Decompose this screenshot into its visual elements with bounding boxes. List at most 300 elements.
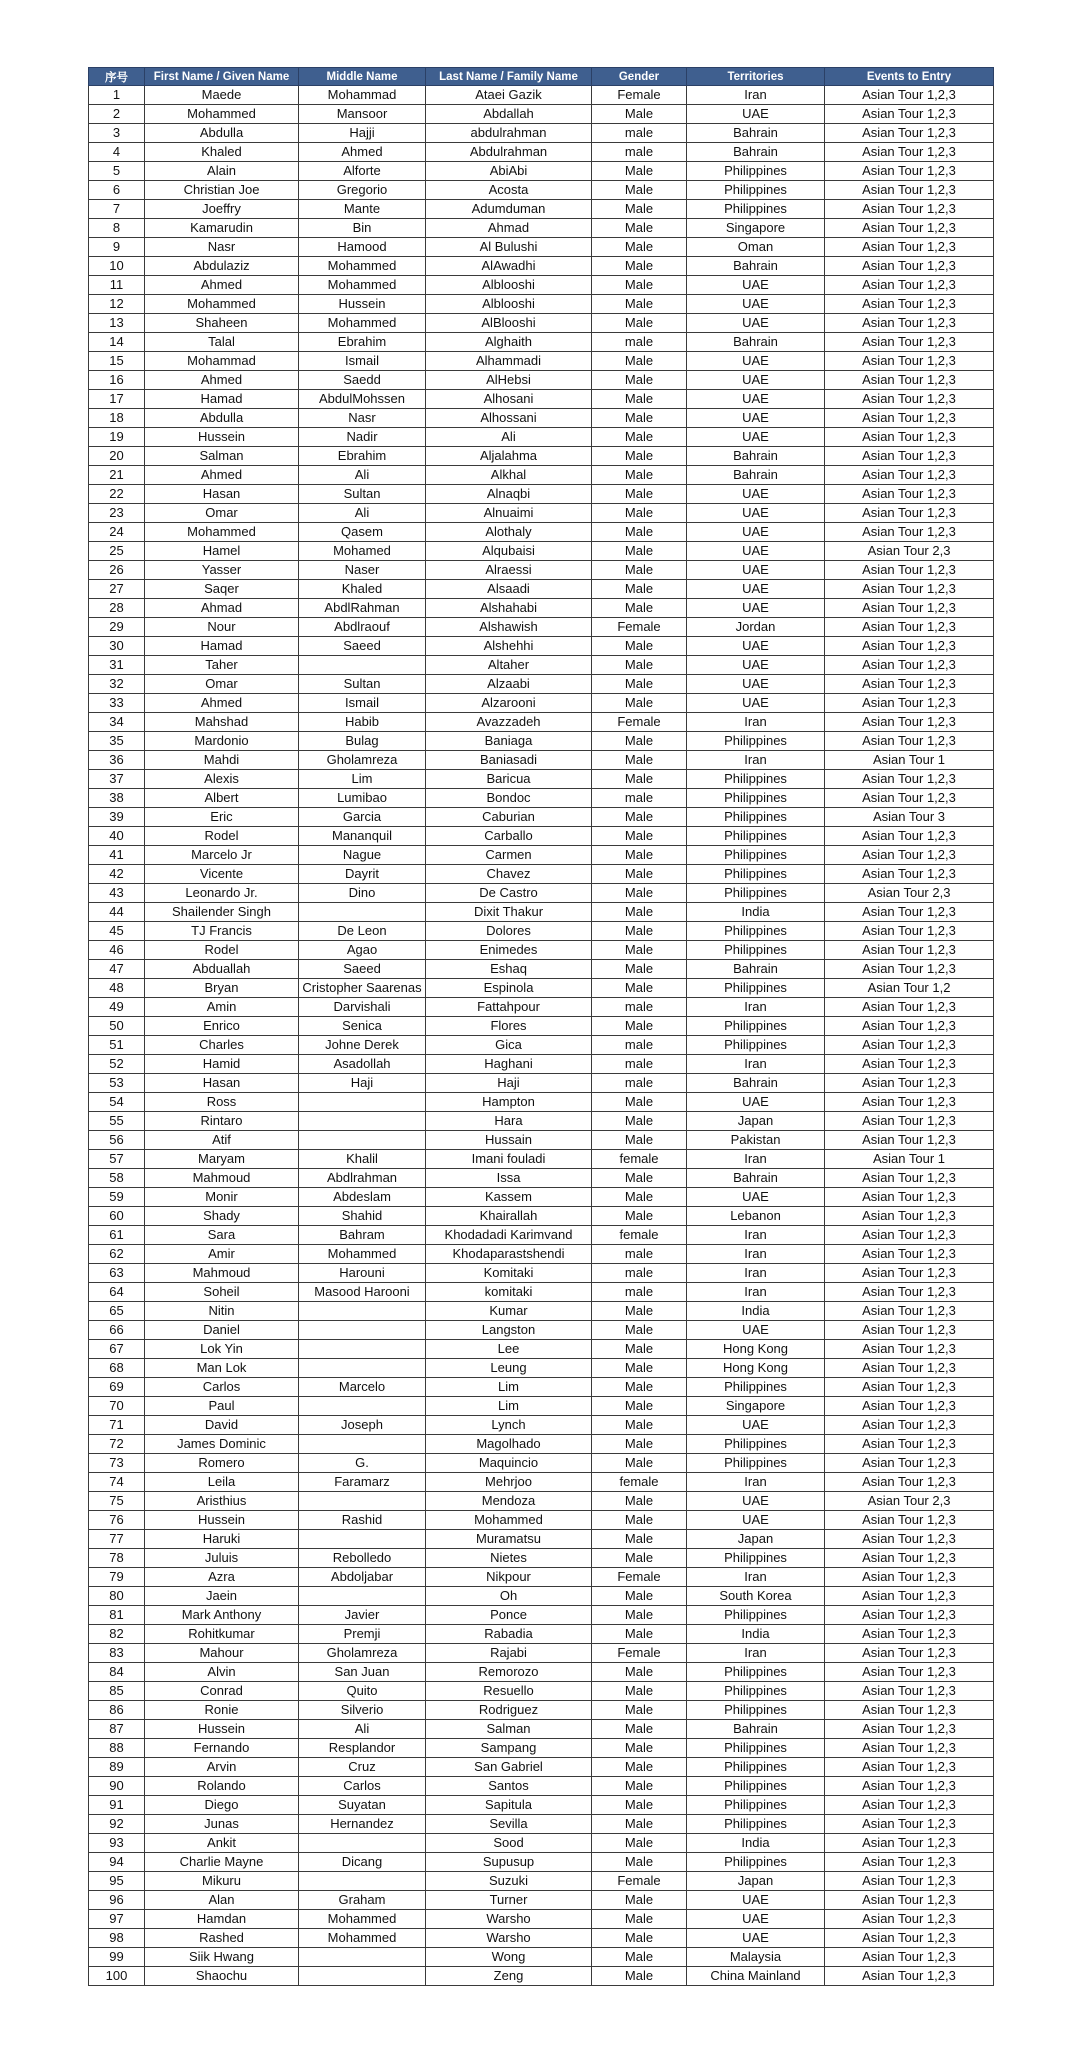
cell-gender: male	[592, 143, 687, 162]
cell-last-name: Altaher	[426, 656, 592, 675]
cell-territory: UAE	[687, 1929, 825, 1948]
cell-first-name: Carlos	[145, 1378, 299, 1397]
cell-index: 79	[89, 1568, 145, 1587]
cell-middle-name	[299, 1948, 426, 1967]
cell-territory: Bahrain	[687, 466, 825, 485]
cell-last-name: Haji	[426, 1074, 592, 1093]
table-row	[89, 181, 994, 200]
cell-territory: Jordan	[687, 618, 825, 637]
cell-first-name: Mark Anthony	[145, 1606, 299, 1625]
cell-index: 82	[89, 1625, 145, 1644]
cell-gender: Male	[592, 580, 687, 599]
table-row	[89, 1606, 994, 1625]
cell-first-name: Ronie	[145, 1701, 299, 1720]
cell-gender: Male	[592, 1511, 687, 1530]
cell-first-name: Mahour	[145, 1644, 299, 1663]
cell-first-name: Ahmed	[145, 276, 299, 295]
cell-first-name: Omar	[145, 675, 299, 694]
cell-gender: Male	[592, 1340, 687, 1359]
cell-gender: Male	[592, 865, 687, 884]
cell-last-name: AbiAbi	[426, 162, 592, 181]
cell-gender: Male	[592, 276, 687, 295]
cell-middle-name: Marcelo	[299, 1378, 426, 1397]
table-row	[89, 1036, 994, 1055]
cell-gender: Male	[592, 1492, 687, 1511]
cell-gender: Male	[592, 1777, 687, 1796]
cell-last-name: De Castro	[426, 884, 592, 903]
cell-first-name: Abdulla	[145, 124, 299, 143]
cell-first-name: Enrico	[145, 1017, 299, 1036]
cell-territory: Philippines	[687, 1815, 825, 1834]
cell-events: Asian Tour 1,2,3	[825, 257, 994, 276]
table-row	[89, 1891, 994, 1910]
cell-last-name: Abdulrahman	[426, 143, 592, 162]
cell-territory: Philippines	[687, 1606, 825, 1625]
cell-gender: Female	[592, 1644, 687, 1663]
table-row	[89, 1663, 994, 1682]
cell-index: 11	[89, 276, 145, 295]
cell-last-name: Alhossani	[426, 409, 592, 428]
cell-territory: Lebanon	[687, 1207, 825, 1226]
cell-index: 9	[89, 238, 145, 257]
cell-index: 2	[89, 105, 145, 124]
cell-last-name: Bondoc	[426, 789, 592, 808]
cell-middle-name: Masood Harooni	[299, 1283, 426, 1302]
cell-first-name: Christian Joe	[145, 181, 299, 200]
table-row	[89, 1017, 994, 1036]
cell-territory: Japan	[687, 1872, 825, 1891]
table-row	[89, 1967, 994, 1986]
cell-first-name: Hussein	[145, 428, 299, 447]
cell-last-name: Ali	[426, 428, 592, 447]
cell-gender: female	[592, 1473, 687, 1492]
table-row	[89, 751, 994, 770]
cell-territory: Philippines	[687, 1454, 825, 1473]
cell-index: 46	[89, 941, 145, 960]
cell-index: 52	[89, 1055, 145, 1074]
cell-territory: UAE	[687, 409, 825, 428]
cell-index: 63	[89, 1264, 145, 1283]
cell-first-name: Hussein	[145, 1720, 299, 1739]
cell-index: 81	[89, 1606, 145, 1625]
cell-index: 19	[89, 428, 145, 447]
cell-index: 32	[89, 675, 145, 694]
cell-territory: UAE	[687, 561, 825, 580]
cell-index: 28	[89, 599, 145, 618]
cell-index: 29	[89, 618, 145, 637]
table-row	[89, 922, 994, 941]
cell-gender: Male	[592, 1815, 687, 1834]
table-row	[89, 1758, 994, 1777]
cell-index: 26	[89, 561, 145, 580]
cell-gender: Male	[592, 656, 687, 675]
cell-events: Asian Tour 1,2,3	[825, 1397, 994, 1416]
cell-index: 54	[89, 1093, 145, 1112]
table-row	[89, 941, 994, 960]
cell-middle-name: Bin	[299, 219, 426, 238]
cell-index: 89	[89, 1758, 145, 1777]
cell-last-name: Kumar	[426, 1302, 592, 1321]
table-row	[89, 637, 994, 656]
cell-gender: Male	[592, 1112, 687, 1131]
cell-index: 64	[89, 1283, 145, 1302]
cell-last-name: Sampang	[426, 1739, 592, 1758]
table-row	[89, 1682, 994, 1701]
cell-territory: Philippines	[687, 922, 825, 941]
cell-middle-name: Javier	[299, 1606, 426, 1625]
table-row	[89, 1492, 994, 1511]
table-row	[89, 1131, 994, 1150]
table-row	[89, 390, 994, 409]
cell-last-name: Alnaqbi	[426, 485, 592, 504]
cell-gender: Male	[592, 675, 687, 694]
cell-territory: Iran	[687, 1245, 825, 1264]
cell-last-name: Mohammed	[426, 1511, 592, 1530]
cell-last-name: Dolores	[426, 922, 592, 941]
cell-first-name: Diego	[145, 1796, 299, 1815]
table-row	[89, 1739, 994, 1758]
cell-territory: Malaysia	[687, 1948, 825, 1967]
cell-index: 71	[89, 1416, 145, 1435]
cell-events: Asian Tour 1,2,3	[825, 466, 994, 485]
cell-last-name: Khodaparastshendi	[426, 1245, 592, 1264]
cell-middle-name: Nague	[299, 846, 426, 865]
cell-territory: Bahrain	[687, 1169, 825, 1188]
cell-index: 21	[89, 466, 145, 485]
cell-last-name: Sevilla	[426, 1815, 592, 1834]
cell-middle-name	[299, 1492, 426, 1511]
cell-middle-name	[299, 1302, 426, 1321]
cell-gender: Male	[592, 295, 687, 314]
cell-events: Asian Tour 1,2,3	[825, 333, 994, 352]
cell-last-name: AlHebsi	[426, 371, 592, 390]
cell-territory: UAE	[687, 352, 825, 371]
cell-gender: Male	[592, 1302, 687, 1321]
cell-events: Asian Tour 1,2,3	[825, 200, 994, 219]
cell-first-name: Mohammad	[145, 352, 299, 371]
cell-gender: Male	[592, 1207, 687, 1226]
cell-gender: Male	[592, 770, 687, 789]
cell-gender: Male	[592, 884, 687, 903]
cell-first-name: Daniel	[145, 1321, 299, 1340]
cell-last-name: Alqubaisi	[426, 542, 592, 561]
cell-middle-name: Senica	[299, 1017, 426, 1036]
cell-index: 12	[89, 295, 145, 314]
cell-events: Asian Tour 1,2,3	[825, 1644, 994, 1663]
cell-last-name: Mendoza	[426, 1492, 592, 1511]
cell-middle-name: Abdeslam	[299, 1188, 426, 1207]
cell-index: 93	[89, 1834, 145, 1853]
cell-gender: Male	[592, 542, 687, 561]
cell-first-name: Jaein	[145, 1587, 299, 1606]
cell-territory: Iran	[687, 1644, 825, 1663]
cell-index: 78	[89, 1549, 145, 1568]
cell-index: 95	[89, 1872, 145, 1891]
cell-index: 10	[89, 257, 145, 276]
cell-events: Asian Tour 1,2,3	[825, 1074, 994, 1093]
cell-events: Asian Tour 1,2,3	[825, 770, 994, 789]
cell-first-name: Hamdan	[145, 1910, 299, 1929]
cell-last-name: Sapitula	[426, 1796, 592, 1815]
cell-last-name: Alhammadi	[426, 352, 592, 371]
cell-index: 53	[89, 1074, 145, 1093]
cell-last-name: Komitaki	[426, 1264, 592, 1283]
cell-index: 15	[89, 352, 145, 371]
cell-territory: UAE	[687, 1321, 825, 1340]
cell-middle-name: Harouni	[299, 1264, 426, 1283]
cell-events: Asian Tour 1,2,3	[825, 1226, 994, 1245]
cell-middle-name: Mohammed	[299, 1910, 426, 1929]
cell-index: 94	[89, 1853, 145, 1872]
cell-middle-name: Silverio	[299, 1701, 426, 1720]
cell-territory: Iran	[687, 1283, 825, 1302]
cell-first-name: Rintaro	[145, 1112, 299, 1131]
cell-first-name: Arvin	[145, 1758, 299, 1777]
cell-territory: Bahrain	[687, 1074, 825, 1093]
cell-gender: Male	[592, 694, 687, 713]
cell-gender: Male	[592, 1017, 687, 1036]
cell-middle-name: Hernandez	[299, 1815, 426, 1834]
cell-gender: male	[592, 1036, 687, 1055]
cell-index: 92	[89, 1815, 145, 1834]
cell-middle-name: Dino	[299, 884, 426, 903]
cell-events: Asian Tour 1,2,3	[825, 124, 994, 143]
cell-gender: Male	[592, 1606, 687, 1625]
table-row	[89, 86, 994, 105]
table-row	[89, 1150, 994, 1169]
table-row	[89, 238, 994, 257]
cell-last-name: Haghani	[426, 1055, 592, 1074]
cell-gender: Male	[592, 219, 687, 238]
cell-first-name: Hussein	[145, 1511, 299, 1530]
cell-events: Asian Tour 1,2,3	[825, 1416, 994, 1435]
cell-last-name: Alzarooni	[426, 694, 592, 713]
cell-index: 61	[89, 1226, 145, 1245]
table-row	[89, 1302, 994, 1321]
cell-first-name: Khaled	[145, 143, 299, 162]
cell-index: 7	[89, 200, 145, 219]
table-row	[89, 1720, 994, 1739]
cell-first-name: Shailender Singh	[145, 903, 299, 922]
cell-territory: UAE	[687, 428, 825, 447]
cell-last-name: Lynch	[426, 1416, 592, 1435]
cell-territory: India	[687, 1834, 825, 1853]
cell-gender: male	[592, 333, 687, 352]
cell-gender: Male	[592, 1378, 687, 1397]
cell-middle-name: Ali	[299, 1720, 426, 1739]
cell-index: 60	[89, 1207, 145, 1226]
cell-gender: Male	[592, 523, 687, 542]
cell-events: Asian Tour 1,2,3	[825, 694, 994, 713]
cell-last-name: Alkhal	[426, 466, 592, 485]
cell-events: Asian Tour 1,2,3	[825, 789, 994, 808]
cell-middle-name: Agao	[299, 941, 426, 960]
cell-index: 31	[89, 656, 145, 675]
cell-gender: Male	[592, 428, 687, 447]
cell-gender: Male	[592, 979, 687, 998]
cell-last-name: Hussain	[426, 1131, 592, 1150]
cell-events: Asian Tour 1,2,3	[825, 143, 994, 162]
cell-events: Asian Tour 1,2,3	[825, 1549, 994, 1568]
cell-first-name: Conrad	[145, 1682, 299, 1701]
cell-gender: Male	[592, 1188, 687, 1207]
cell-territory: UAE	[687, 637, 825, 656]
cell-middle-name	[299, 1131, 426, 1150]
cell-gender: Male	[592, 1416, 687, 1435]
cell-middle-name: Gregorio	[299, 181, 426, 200]
cell-middle-name: Mohammed	[299, 276, 426, 295]
cell-territory: Singapore	[687, 219, 825, 238]
cell-first-name: Saqer	[145, 580, 299, 599]
cell-territory: Philippines	[687, 846, 825, 865]
cell-last-name: Gica	[426, 1036, 592, 1055]
cell-first-name: Paul	[145, 1397, 299, 1416]
cell-first-name: Nitin	[145, 1302, 299, 1321]
cell-events: Asian Tour 1,2,3	[825, 1264, 994, 1283]
cell-territory: Iran	[687, 1055, 825, 1074]
cell-first-name: Monir	[145, 1188, 299, 1207]
cell-index: 72	[89, 1435, 145, 1454]
cell-middle-name: Haji	[299, 1074, 426, 1093]
cell-last-name: Imani fouladi	[426, 1150, 592, 1169]
table-row	[89, 656, 994, 675]
cell-first-name: Juluis	[145, 1549, 299, 1568]
cell-territory: India	[687, 903, 825, 922]
cell-events: Asian Tour 2,3	[825, 884, 994, 903]
cell-last-name: Leung	[426, 1359, 592, 1378]
cell-events: Asian Tour 1,2,3	[825, 162, 994, 181]
cell-first-name: Fernando	[145, 1739, 299, 1758]
cell-gender: Male	[592, 257, 687, 276]
cell-last-name: Suzuki	[426, 1872, 592, 1891]
table-row	[89, 1929, 994, 1948]
cell-index: 73	[89, 1454, 145, 1473]
cell-last-name: Carmen	[426, 846, 592, 865]
cell-last-name: Acosta	[426, 181, 592, 200]
cell-territory: Japan	[687, 1530, 825, 1549]
cell-first-name: Hasan	[145, 485, 299, 504]
table-row	[89, 1454, 994, 1473]
cell-first-name: Rodel	[145, 827, 299, 846]
cell-first-name: TJ Francis	[145, 922, 299, 941]
cell-gender: Male	[592, 1321, 687, 1340]
table-body	[89, 86, 994, 1986]
cell-middle-name	[299, 1834, 426, 1853]
cell-middle-name: Shahid	[299, 1207, 426, 1226]
cell-gender: Male	[592, 827, 687, 846]
table-row	[89, 1796, 994, 1815]
cell-last-name: Lim	[426, 1397, 592, 1416]
cell-middle-name: Nadir	[299, 428, 426, 447]
cell-last-name: Magolhado	[426, 1435, 592, 1454]
cell-events: Asian Tour 1,2,3	[825, 713, 994, 732]
cell-events: Asian Tour 1,2,3	[825, 637, 994, 656]
cell-first-name: Mikuru	[145, 1872, 299, 1891]
cell-gender: Male	[592, 352, 687, 371]
table-row	[89, 504, 994, 523]
cell-index: 59	[89, 1188, 145, 1207]
cell-first-name: Alain	[145, 162, 299, 181]
cell-last-name: Nikpour	[426, 1568, 592, 1587]
cell-events: Asian Tour 1,2,3	[825, 504, 994, 523]
cell-gender: Male	[592, 1682, 687, 1701]
cell-gender: Male	[592, 238, 687, 257]
cell-index: 100	[89, 1967, 145, 1986]
table-row	[89, 105, 994, 124]
cell-first-name: Amin	[145, 998, 299, 1017]
cell-events: Asian Tour 1,2	[825, 979, 994, 998]
cell-first-name: Alan	[145, 1891, 299, 1910]
cell-first-name: Atif	[145, 1131, 299, 1150]
cell-index: 86	[89, 1701, 145, 1720]
cell-index: 56	[89, 1131, 145, 1150]
cell-territory: Philippines	[687, 181, 825, 200]
cell-events: Asian Tour 1,2,3	[825, 447, 994, 466]
cell-first-name: Mahdi	[145, 751, 299, 770]
cell-gender: Male	[592, 1796, 687, 1815]
cell-first-name: Salman	[145, 447, 299, 466]
cell-last-name: Santos	[426, 1777, 592, 1796]
table-row	[89, 808, 994, 827]
cell-events: Asian Tour 1	[825, 1150, 994, 1169]
cell-gender: Male	[592, 1359, 687, 1378]
cell-last-name: Enimedes	[426, 941, 592, 960]
cell-last-name: Alhosani	[426, 390, 592, 409]
cell-first-name: Rashed	[145, 1929, 299, 1948]
cell-first-name: Ahmed	[145, 371, 299, 390]
cell-first-name: Rohitkumar	[145, 1625, 299, 1644]
table-row	[89, 371, 994, 390]
cell-middle-name: Joseph	[299, 1416, 426, 1435]
cell-territory: Philippines	[687, 1378, 825, 1397]
cell-middle-name: Abdoljabar	[299, 1568, 426, 1587]
cell-gender: Male	[592, 1834, 687, 1853]
cell-first-name: Man Lok	[145, 1359, 299, 1378]
cell-gender: Male	[592, 637, 687, 656]
cell-last-name: Langston	[426, 1321, 592, 1340]
cell-first-name: Vicente	[145, 865, 299, 884]
cell-last-name: Baricua	[426, 770, 592, 789]
cell-last-name: Rodriguez	[426, 1701, 592, 1720]
cell-events: Asian Tour 1,2,3	[825, 1188, 994, 1207]
table-row	[89, 124, 994, 143]
cell-events: Asian Tour 1,2,3	[825, 656, 994, 675]
cell-first-name: Hamid	[145, 1055, 299, 1074]
cell-last-name: Hampton	[426, 1093, 592, 1112]
cell-last-name: Sood	[426, 1834, 592, 1853]
table-row	[89, 1644, 994, 1663]
cell-last-name: Eshaq	[426, 960, 592, 979]
cell-first-name: Romero	[145, 1454, 299, 1473]
cell-events: Asian Tour 1,2,3	[825, 181, 994, 200]
cell-events: Asian Tour 1,2,3	[825, 1777, 994, 1796]
cell-events: Asian Tour 1,2,3	[825, 941, 994, 960]
cell-events: Asian Tour 2,3	[825, 1492, 994, 1511]
cell-gender: Male	[592, 1093, 687, 1112]
cell-first-name: Leila	[145, 1473, 299, 1492]
cell-last-name: Remorozo	[426, 1663, 592, 1682]
cell-gender: Male	[592, 599, 687, 618]
table-row	[89, 1359, 994, 1378]
cell-territory: UAE	[687, 1511, 825, 1530]
cell-events: Asian Tour 1,2,3	[825, 1739, 994, 1758]
cell-gender: Male	[592, 1549, 687, 1568]
cell-territory: Iran	[687, 1226, 825, 1245]
cell-middle-name: Hamood	[299, 238, 426, 257]
cell-territory: Philippines	[687, 808, 825, 827]
cell-events: Asian Tour 1,2,3	[825, 732, 994, 751]
cell-middle-name: Ahmed	[299, 143, 426, 162]
